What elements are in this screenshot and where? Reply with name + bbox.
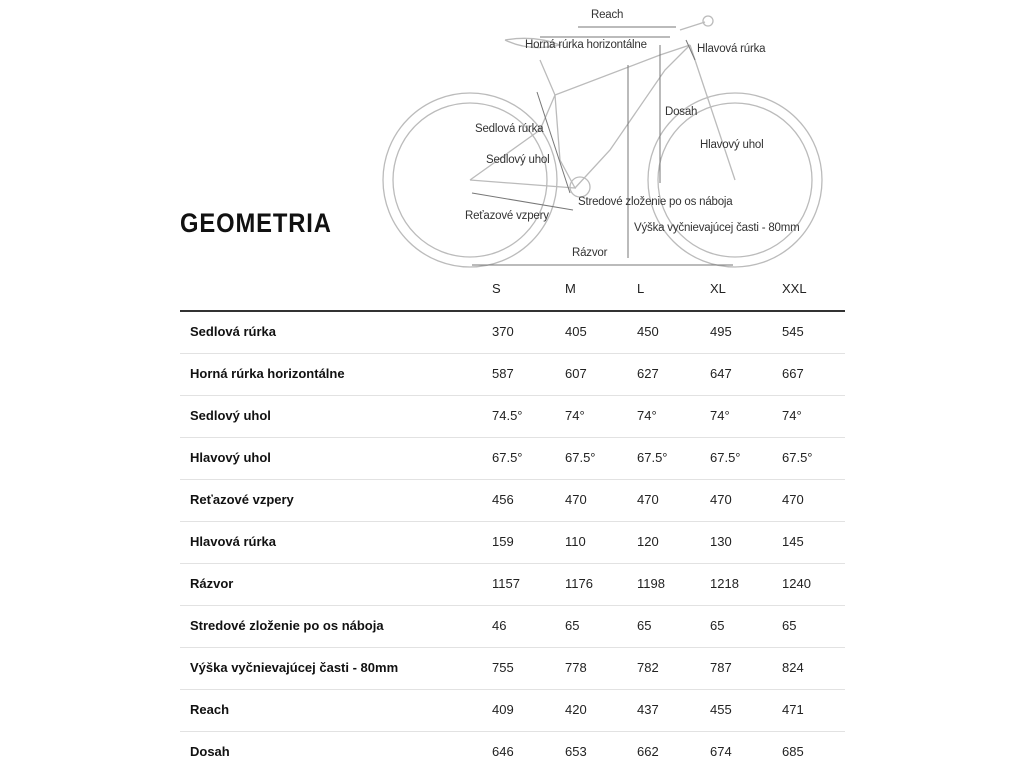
table-row [180, 354, 845, 396]
cell-value: 456 [492, 492, 514, 507]
cell-value: 130 [710, 534, 732, 549]
table-row [180, 648, 845, 690]
cell-value: 662 [637, 744, 659, 759]
cell-value: 587 [492, 366, 514, 381]
table-row [180, 396, 845, 438]
cell-value: 685 [782, 744, 804, 759]
table-row [180, 312, 845, 354]
cell-value: 67.5° [710, 450, 741, 465]
table-row [180, 564, 845, 606]
cell-value: 65 [710, 618, 725, 633]
cell-value: 46 [492, 618, 507, 633]
cell-value: 787 [710, 660, 732, 675]
row-label: Rázvor [190, 576, 234, 591]
cell-value: 627 [637, 366, 659, 381]
row-label: Hlavový uhol [190, 450, 271, 465]
row-label: Reach [190, 702, 230, 717]
size-header: XL [710, 281, 726, 296]
cell-value: 110 [565, 534, 586, 549]
cell-value: 405 [565, 324, 587, 339]
row-label: Sedlová rúrka [190, 324, 276, 339]
cell-value: 755 [492, 660, 514, 675]
cell-value: 470 [782, 492, 804, 507]
row-label: Sedlový uhol [190, 408, 271, 423]
cell-value: 120 [637, 534, 659, 549]
cell-value: 495 [710, 324, 732, 339]
row-label: Reťazové vzpery [190, 492, 294, 507]
cell-value: 646 [492, 744, 514, 759]
cell-value: 65 [637, 618, 652, 633]
label-fork-height: Výška vyčnievajúcej časti - 80mm [634, 222, 800, 234]
cell-value: 65 [565, 618, 580, 633]
cell-value: 778 [565, 660, 587, 675]
row-label: Dosah [190, 744, 230, 759]
table-row [180, 480, 845, 522]
cell-value: 667 [782, 366, 804, 381]
cell-value: 674 [710, 744, 732, 759]
cell-value: 470 [710, 492, 732, 507]
table-header [180, 270, 845, 312]
cell-value: 607 [565, 366, 587, 381]
cell-value: 74° [710, 408, 730, 423]
label-stack: Dosah [665, 106, 698, 118]
cell-value: 470 [637, 492, 659, 507]
cell-value: 67.5° [782, 450, 813, 465]
size-header: L [637, 281, 645, 296]
row-label: Hlavová rúrka [190, 534, 276, 549]
table-row [180, 522, 845, 564]
cell-value: 437 [637, 702, 659, 717]
label-head-angle: Hlavový uhol [700, 139, 764, 151]
cell-value: 74° [782, 408, 802, 423]
cell-value: 647 [710, 366, 732, 381]
cell-value: 455 [710, 702, 732, 717]
label-head-tube: Hlavová rúrka [697, 43, 766, 55]
cell-value: 409 [492, 702, 514, 717]
size-header: S [492, 281, 501, 296]
cell-value: 1198 [637, 576, 665, 591]
cell-value: 470 [565, 492, 587, 507]
cell-value: 1218 [710, 576, 739, 591]
cell-value: 159 [492, 534, 514, 549]
label-bb-drop: Stredové zloženie po os náboja [578, 196, 733, 208]
cell-value: 450 [637, 324, 659, 339]
row-label: Stredové zloženie po os náboja [190, 618, 384, 633]
row-label: Horná rúrka horizontálne [190, 366, 345, 381]
cell-value: 471 [782, 702, 804, 717]
cell-value: 782 [637, 660, 659, 675]
cell-value: 145 [782, 534, 804, 549]
label-top-tube: Horná rúrka horizontálne [525, 39, 647, 51]
cell-value: 74.5° [492, 408, 523, 423]
label-chainstays: Reťazové vzpery [465, 210, 549, 222]
label-reach: Reach [591, 9, 624, 21]
cell-value: 65 [782, 618, 797, 633]
cell-value: 420 [565, 702, 587, 717]
bike-illustration [0, 0, 1024, 280]
cell-value: 74° [565, 408, 585, 423]
cell-value: 824 [782, 660, 804, 675]
size-header: M [565, 281, 576, 296]
cell-value: 653 [565, 744, 587, 759]
cell-value: 67.5° [637, 450, 668, 465]
label-wheelbase: Rázvor [572, 247, 608, 259]
cell-value: 1176 [565, 576, 593, 591]
bike-geometry-diagram [0, 0, 1024, 280]
label-seat-angle: Sedlový uhol [486, 154, 550, 166]
cell-value: 370 [492, 324, 514, 339]
table-row [180, 606, 845, 648]
cell-value: 67.5° [565, 450, 596, 465]
cell-value: 74° [637, 408, 657, 423]
label-seat-tube: Sedlová rúrka [475, 123, 544, 135]
table-row [180, 732, 845, 773]
cell-value: 545 [782, 324, 804, 339]
cell-value: 67.5° [492, 450, 523, 465]
geometry-table [180, 270, 845, 773]
row-label: Výška vyčnievajúcej časti - 80mm [190, 660, 399, 675]
cell-value: 1157 [492, 576, 520, 591]
table-row [180, 690, 845, 732]
page-title: GEOMETRIA [180, 208, 332, 238]
table-row [180, 438, 845, 480]
size-header: XXL [782, 281, 807, 296]
cell-value: 1240 [782, 576, 811, 591]
